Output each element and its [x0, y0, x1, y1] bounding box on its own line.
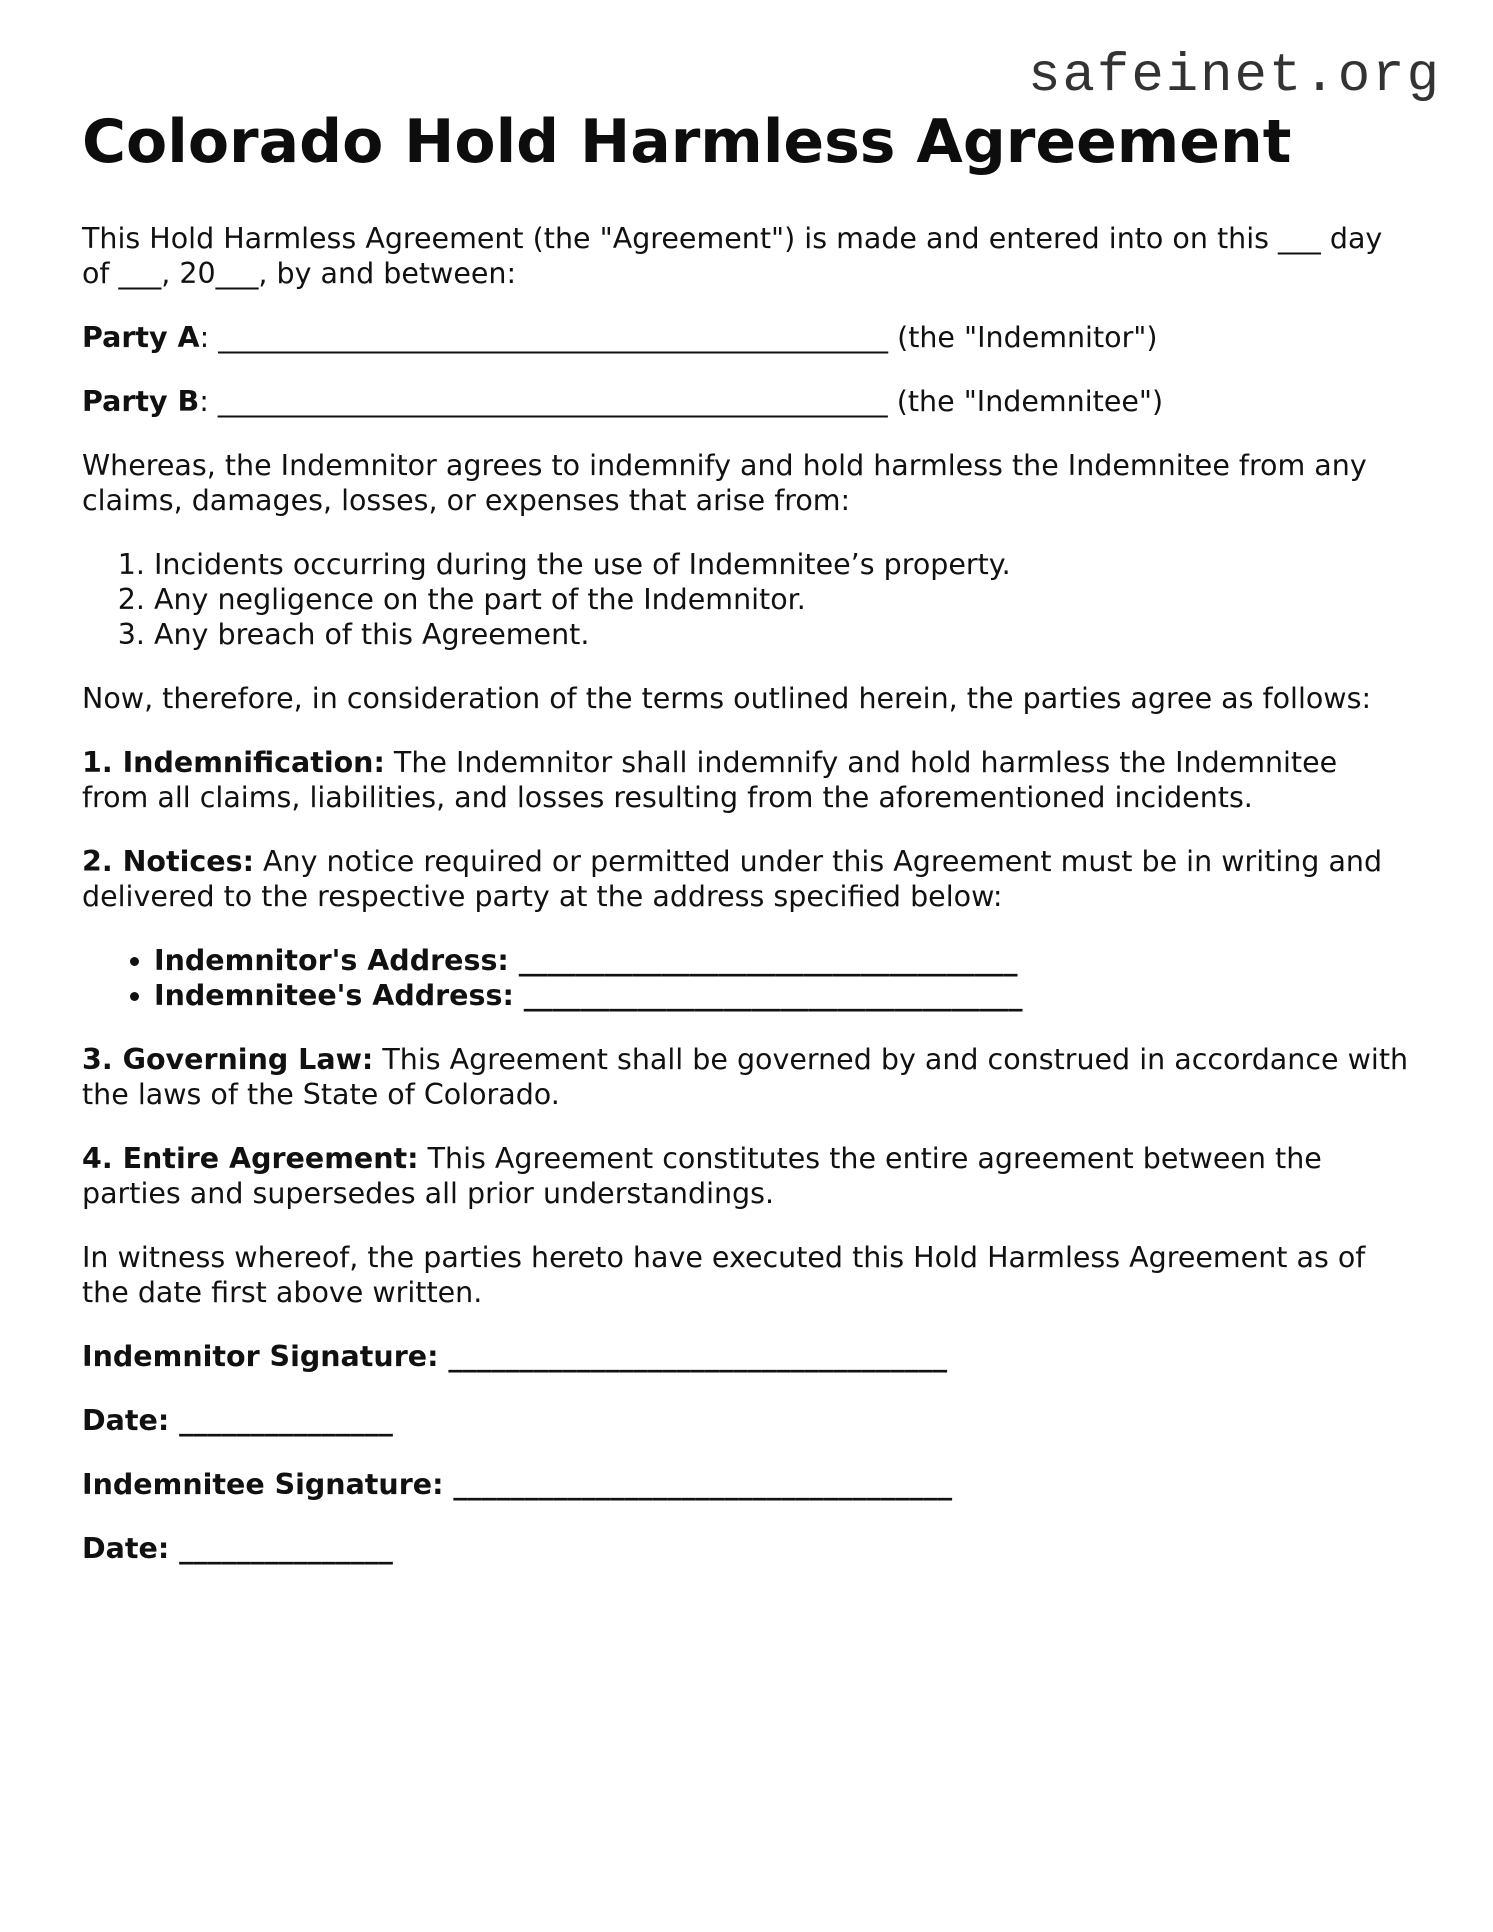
indemnitee-signature-line	[82, 1467, 1412, 1502]
party-b-field: : _______________________________________________	[199, 385, 897, 418]
watermark: safeinet.org	[1028, 46, 1441, 107]
addresses-list	[82, 943, 1412, 1013]
document-page	[82, 105, 1412, 1595]
list-item: 2. Any negligence on the part of the Indemnitor.	[154, 582, 1412, 617]
now-therefore-paragraph: Now, therefore, in consideration of the terms outlined herein, the parties agree as follows:	[82, 682, 1372, 715]
list-item: 3. Any breach of this Agreement.	[154, 617, 1412, 652]
list-item	[154, 978, 1412, 1013]
date-line-1	[82, 1403, 1412, 1438]
date-line-2	[82, 1531, 1412, 1566]
party-a-role: (the "Indemnitor")	[897, 321, 1158, 354]
party-a-field: : _______________________________________________	[199, 321, 898, 354]
section-text: This Agreement shall be governed by and construed in accordance with the laws of the State of Colorado.	[82, 1043, 1409, 1111]
indemnitor-signature-line	[82, 1339, 1412, 1374]
indemnitor-signature: Indemnitor Signature: ___________________________________	[82, 1340, 948, 1373]
indemnitor-address-line: Indemnitor's Address: ___________________________________	[154, 944, 1018, 977]
party-b-label: Party B	[82, 385, 200, 418]
document-title: Colorado Hold Harmless Agreement	[82, 107, 1292, 177]
conditions-list	[82, 547, 1412, 652]
section-heading: 2. Notices:	[82, 845, 254, 878]
section-heading: 1. Indemnification:	[82, 746, 385, 779]
party-a-line	[82, 320, 1412, 355]
party-b-line	[82, 384, 1412, 419]
whereas-paragraph: Whereas, the Indemnitor agrees to indemnify and hold harmless the Indemnitee from any claims, damages, losses, or expenses that arise from:	[82, 449, 1367, 517]
party-a-label: Party A	[82, 321, 200, 354]
indemnitee-address-line: Indemnitee's Address: ___________________________________	[154, 979, 1023, 1012]
list-item: 1. Incidents occurring during the use of Indemnitee’s property.	[154, 547, 1412, 582]
section-text: This Agreement constitutes the entire agreement between the parties and supersedes all prior understandings.	[82, 1142, 1322, 1210]
section-indemnification	[82, 745, 1412, 815]
list-item	[154, 943, 1412, 978]
intro-paragraph: This Hold Harmless Agreement (the "Agreement") is made and entered into on this ___ day of ___, 20___, by and between:	[82, 222, 1383, 290]
section-governing-law	[82, 1042, 1412, 1112]
indemnitee-signature: Indemnitee Signature: ___________________________________	[82, 1468, 953, 1501]
date-field-2: Date: _______________	[82, 1532, 393, 1565]
section-entire-agreement	[82, 1141, 1412, 1211]
party-b-role: (the "Indemnitee")	[896, 385, 1164, 418]
witness-paragraph: In witness whereof, the parties hereto have executed this Hold Harmless Agreement as of the date first above written.	[82, 1241, 1366, 1309]
section-text: The Indemnitor shall indemnify and hold harmless the Indemnitee from all claims, liabilities, and losses resulting from the aforementioned incidents.	[82, 746, 1338, 814]
section-heading: 3. Governing Law:	[82, 1043, 374, 1076]
section-notices	[82, 844, 1412, 914]
date-field-1: Date: _______________	[82, 1404, 393, 1437]
section-heading: 4. Entire Agreement:	[82, 1142, 419, 1175]
section-text: Any notice required or permitted under this Agreement must be in writing and delivered to the respective party at the address specified below:	[82, 845, 1383, 913]
